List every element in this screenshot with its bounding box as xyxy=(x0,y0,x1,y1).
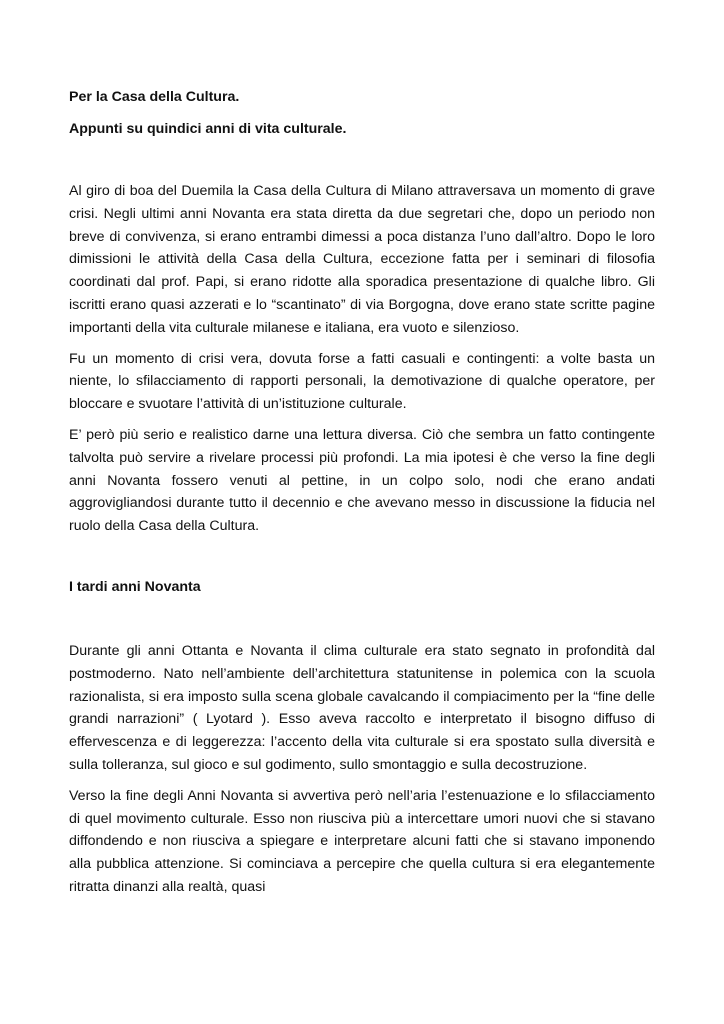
document-subtitle: Appunti su quindici anni di vita culturale. xyxy=(69,121,347,137)
intro-paragraph-1: Al giro di boa del Duemila la Casa della Cultura di Milano attraversava un momento di grave crisi. Negli ultimi anni Novanta era stata diretta da due segretari che, dopo un periodo non breve di convivenza, si erano entrambi dimessi a poca distanza l’uno dall’altro. Dopo le loro dimissioni le attività della Casa della Cultura, eccezione fatta per i seminari di filosofia coordinati dal prof. Papi, si erano ridotte alla sporadica presentazione di qualche libro. Gli iscritti erano quasi azzerati e lo “scantinato” di via Borgogna, dove erano state scritte pagine importanti della vita culturale milanese e italiana, era vuoto e silenzioso. xyxy=(69,183,655,336)
section-paragraph-2: Verso la fine degli Anni Novanta si avvertiva però nell’aria l’estenuazione e lo sfilacciamento di quel movimento culturale. Esso non riusciva più a intercettare umori nuovi che si stavano diffondendo e non riusciva a spiegare e interpretare alcuni fatti che si stavano imponendo alla pubblica attenzione. Si cominciava a percepire che quella cultura si era elegantemente ritratta dinanzi alla realtà, quasi xyxy=(69,787,655,895)
intro-paragraph-3: E’ però più serio e realistico darne una lettura diversa. Ciò che sembra un fatto contingente talvolta può servire a rivelare processi più profondi. La mia ipotesi è che verso la fine degli anni Novanta fossero venuti al pettine, in un colpo solo, nodi che erano andati aggrovigliandosi durante tutto il decennio e che avevano messo in discussione la fiducia nel ruolo della Casa della Cultura. xyxy=(69,426,655,535)
intro-paragraph-2: Fu un momento di crisi vera, dovuta forse a fatti casuali e contingenti: a volte basta un niente, lo sfilacciamento di rapporti personali, la demotivazione di qualche operatore, per bloccare e svuotare l’attività di un’istituzione culturale. xyxy=(69,350,655,413)
document-title: Per la Casa della Cultura. xyxy=(69,89,240,105)
section-paragraph-1: Durante gli anni Ottanta e Novanta il clima culturale era stato segnato in profondità dal postmoderno. Nato nell’ambiente dell’architettura statunitense in polemica con la scuola razionalista, si era imposto sulla scena globale cavalcando il compiacimento per la “fine delle grandi narrazioni” ( Lyotard ). Esso aveva raccolto e interpretato il bisogno diffuso di effervescenza e di leggerezza: l’accento della vita culturale si era spostato sulla diversità e sulla tolleranza, sul gioco e sul godimento, sullo smontaggio e sulla decostruzione. xyxy=(69,642,655,773)
section-heading: I tardi anni Novanta xyxy=(69,578,201,595)
document-page xyxy=(69,86,655,899)
